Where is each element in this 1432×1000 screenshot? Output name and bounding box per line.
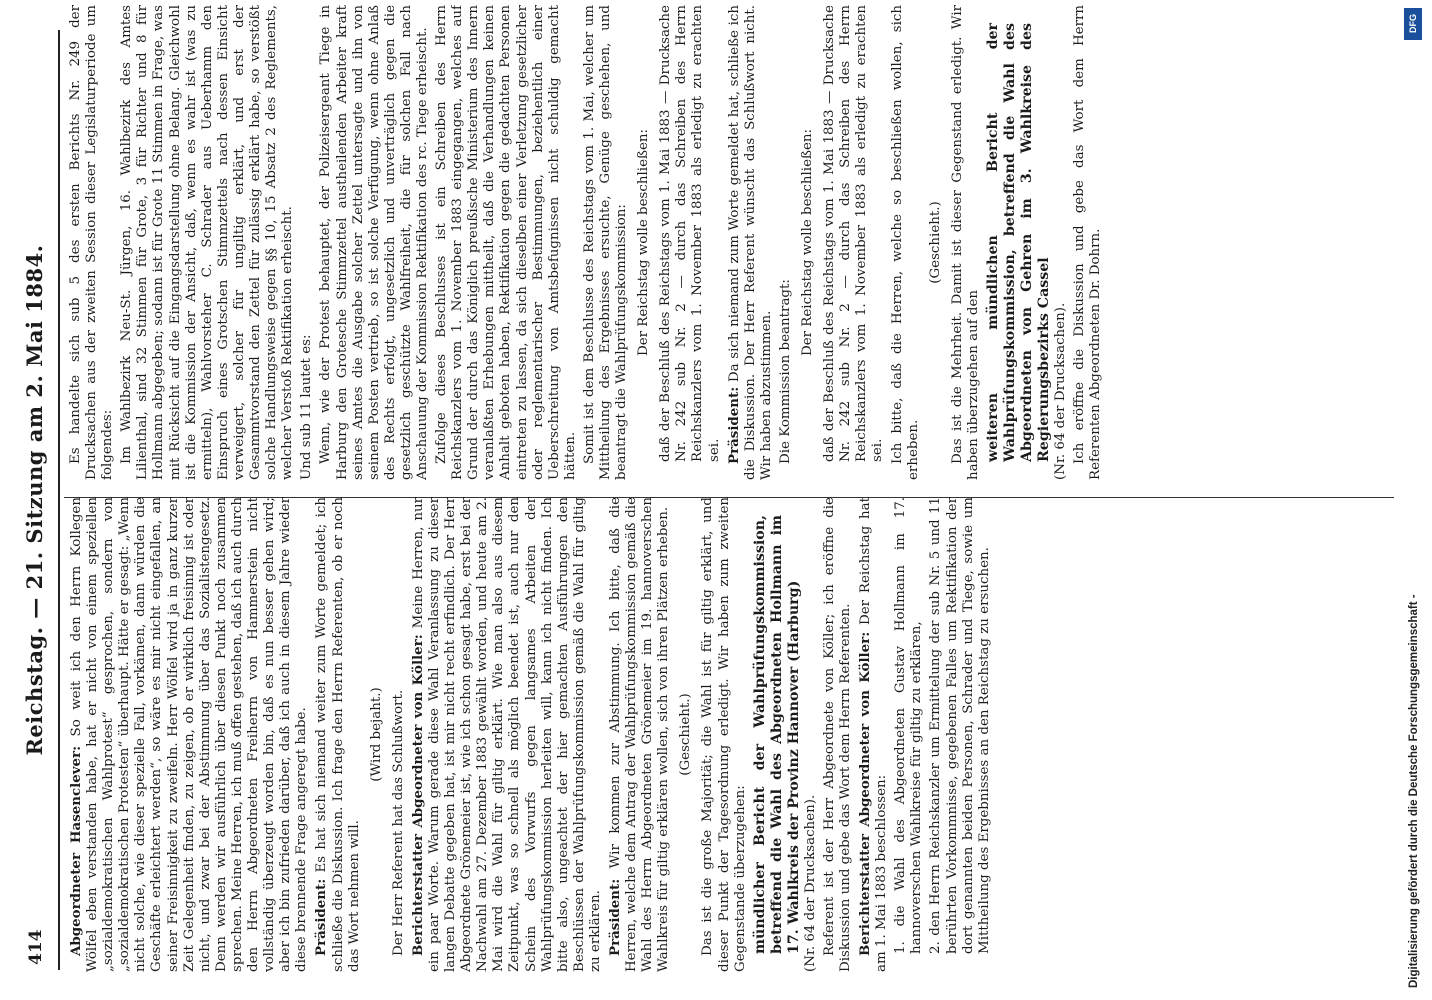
paragraph <box>410 497 604 972</box>
paragraph: Das ist die große Majorität; die Wahl ist für giltig erklärt, und dieser Punkt der Tagesordnung erledigt. Wir haben zum zweiten Gegenstande überzugehen: <box>700 497 748 972</box>
paragraph <box>68 497 310 972</box>
agenda-ref: (Nr. 64 der Drucksachen). <box>1052 302 1068 480</box>
paragraph <box>857 497 890 972</box>
agenda-title: mündlicher Bericht der Wahlprüfungskommission, betreffend die Wahl des Abgeordneten Hollmann im 17. Wahlkreis der Provinz Hannover (Harburg) <box>751 515 802 954</box>
motion-intro: Der Reichstag wolle beschließen: <box>636 128 652 357</box>
agenda-item <box>985 5 1069 480</box>
paragraph: Es handelte sich sub 5 des ersten Berichts Nr. 249 der Drucksachen aus der zweiten Session dieser Legislaturperiode um folgendes: <box>68 5 116 480</box>
paragraph <box>607 497 672 972</box>
agenda-ref: (Nr. 64 der Drucksachen). <box>802 794 818 972</box>
quoted-paragraph: Wenn, wie der Protest behauptet, der Polizeisergeant Tiege in Harburg den Grotesche Stimmzettel austheilenden Arbeiter kraft seines Amtes die Ausgabe solcher Zettel untersagte und ihn von seinem Posten vertrieb, so ist solche Verfügung, wenn ohne Anlaß des Rechts erfolgt, ungesetzlich und unverträglich gegen die gesetzlich geschützte Wahlfreiheit, die für solchen Fall nach Anschauung der Kommission Rektifikation des rc. Tiege erheischt. <box>318 5 430 480</box>
page-number: 414 <box>26 929 46 965</box>
right-column <box>68 5 1388 480</box>
speech-text: Der Reichstag hat am 1. Mai 1883 beschlossen: <box>858 497 890 972</box>
paragraph: Referent ist der Herr Abgeordnete von Köller; ich eröffne die Diskussion und gebe das Wort dem Herrn Referenten. <box>821 497 853 972</box>
speech-text: Es hat sich niemand weiter zum Worte gemeldet; ich schließe die Diskussion. Ich frage den Herrn Referenten, ob er noch das Wort nehmen will. <box>314 497 362 972</box>
stage-note: (Wird bejaht.) <box>368 687 384 782</box>
page-title: Reichstag. — 21. Sitzung am 2. Mai 1884. <box>22 244 47 756</box>
speaker-name: Berichterstatter Abgeordneter von Köller: <box>409 634 426 956</box>
paragraph <box>726 5 775 480</box>
digitization-credit <box>1402 0 1432 1000</box>
paragraph: Und sub 11 lautet es: <box>299 334 315 480</box>
speaker-name: Abgeordneter Hasenclever: <box>68 745 84 956</box>
quoted-paragraph: Im Wahlbezirk Neu-St. Jürgen, 16. Wahlbezirk des Amtes Lilienthal, sind 32 Stimmen für Grote, 3 für Richter und 8 für Hollmann abgegeben; sodann ist für Grote 11 Stimmen in Frage, was mit Rücksicht auf die Eingangsdarstellung ohne Belang. Gleichwohl ist die Kommission der Ansicht, daß, wenn es wahr ist (was zu ermitteln), Wahlvorsteher C. Schrader aus Ueberhamm den Einspruch eines Grotschen Stimmzettels nach dessen Einsicht verweigert, solcher für ungiltig erklärt, und erst der Gesammtvorstand den Zettel für zulässig erklärt habe, so verstößt solche Handlungsweise gegen §§ 10, 15 Absatz 2 des Reglements, welcher Verstoß Rektifikation erheischt. <box>119 5 296 480</box>
motion-text: daß der Beschluß des Reichstags vom 1. Mai 1883 — Drucksache Nr. 242 sub Nr. 2 — durch das Schreiben des Herrn Reichskanzlers vom 1. November 1883 als erledigt zu erachten sei. <box>658 5 722 462</box>
paragraph: Somit ist dem Beschlusse des Reichstags vom 1. Mai, welcher um Mittheilung des Ergebnisses ersuchte, Genüge geschehen, und beantragt die Wahlprüfungskommission: <box>581 5 630 480</box>
speaker-name: Präsident: <box>313 878 330 956</box>
paragraph: Ich bitte, daß die Herren, welche so beschließen wollen, sich erheben. <box>889 5 921 480</box>
speaker-name: Berichterstatter Abgeordneter von Köller: <box>857 631 874 956</box>
motion-text: daß der Beschluß des Reichstags vom 1. Mai 1883 — Drucksache Nr. 242 sub Nr. 2 — durch das Schreiben des Herrn Reichskanzlers vom 1. November 1883 als erledigt zu erachten sei. <box>822 5 886 462</box>
paragraph: Ich eröffne die Diskussion und gebe das Wort dem Herrn Referenten Abgeordneten Dr. Dohrn. <box>1072 5 1104 480</box>
left-column <box>68 497 1388 972</box>
paragraph: Das ist die Mehrheit. Damit ist dieser Gegenstand erledigt. Wir haben überzugehen auf den <box>949 5 981 480</box>
paragraph: Zufolge dieses Beschlusses ist ein Schreiben des Herrn Reichskanzlers vom 1. November 1883 eingegangen, welches auf Grund der durch das Königlich preußische Ministerium des Innern veranlaßten Erhebungen mittheilt, daß die Verhandlungen keinen Anhalt geboten haben, Rektifikation gegen die gedachten Personen eintreten zu lassen, da sich dieselben einer Verletzung gesetzlicher oder reglementarischer Bestimmungen, beziehentlich einer Ueberschreitung von Amtsbefugnissen nicht schuldig gemacht hätten. <box>434 5 578 480</box>
motion-intro: Der Reichstag wolle beschließen: <box>800 128 816 357</box>
resolution-item: 1. die Wahl des Abgeordneten Gustav Hollmann im 17. hannoverschen Wahlkreise für giltig zu erklären, <box>893 497 925 954</box>
credit-text: Digitalisierung gefördert durch die Deutsche Forschungsgemeinschaft - <box>1408 594 1420 988</box>
stage-note: (Geschieht.) <box>927 201 943 284</box>
header-rule <box>58 30 60 970</box>
speech-text: Meine Herren, nur ein paar Worte. Warum gerade diese Wahl Veranlassung zu dieser langen Debatte gegeben hat, ist mir nicht recht erfindlich. Der Herr Abgeordnete Grönemeier ist, wie ich schon gesagt habe, erst bei der Nachwahl am 27. Dezember 1883 gewählt worden, und heute am 2. Mai wird die Wahl für giltig erklärt. Wie man also aus diesem Zeitpunkt, was so schnell als möglich beendet ist, auch nur den Schein des Vorwurfs gegen langsames Arbeiten der Wahlprüfungskommission herleiten will, kann ich nicht finden. Ich bitte also, ungeachtet der hier gemachten Ausführungen den Beschlüssen der Wahlprüfungskommission gemäß die Wahl für giltig zu erklären. <box>410 497 603 972</box>
paragraph <box>313 497 362 972</box>
page-header <box>0 0 62 1000</box>
dfg-logo: DFG <box>1404 8 1422 40</box>
paragraph: Die Kommission beantragt: <box>777 279 793 464</box>
speech-text: Wir kommen zur Abstimmung. Ich bitte, daß die Herren, welche dem Antrag der Wahlprüfungskommission gemäß die Wahl des Herrn Abgeordneten Grönemeier im 19. hannoverschen Wahlkreis für giltig erklären wollen, sich von ihren Plätzen erheben. <box>608 497 672 972</box>
stage-note: (Geschieht.) <box>678 693 694 776</box>
agenda-item <box>752 497 819 972</box>
speech-text: So weit ich den Herrn Kollegen Wölfel eben verstanden habe, hat er nicht von einem speziellen „sozialdemokratischen Wahlprotest“ gesprochen, sondern von „sozialdemokratischen Protesten“ überhaupt. Hätte er gesagt: „Wenn nicht solche, wie dieser spezielle Fall, vorkämen, dann würden die Geschäfte erleichtert werden“, so wäre es mir nicht eingefallen, an seiner Freisinnigkeit zu zweifeln. Herr Wölfel wird ja in ganz kurzer Zeit Gelegenheit finden, zu zeigen, ob er wirklich freisinnig ist oder nicht, und zwar bei der Abstimmung über das Sozialistengesetz. Denn werden wir ausführlich über diesen Punkt noch zusammen sprechen. Meine Herren, ich muß offen gestehen, daß ich auch durch den Herrn Abgeordneten Freiherrn von Hammerstein nicht vollständig überzeugt worden bin, daß es nun besser gehen wird; aber ich bin zufrieden darüber, daß ich auch in diesem Jahre wieder diese brennende Frage angeregt habe. <box>69 497 310 972</box>
speaker-name: Präsident: <box>725 386 742 464</box>
speech-text: Da sich niemand zum Worte gemeldet hat, schließe ich die Diskussion. Der Herr Referent wünscht das Schlußwort nicht. Wir haben abzustimmen. <box>726 5 774 480</box>
speaker-name: Präsident: <box>607 878 623 956</box>
resolution-item: 2. den Herrn Reichskanzler um Ermittelung der sub Nr. 5 und 11 berührten Vorkommnisse, gegebenen Falles um Rektifikation der dort genannten beiden Personen, Schrader und Tiege, sowie um Mittheilung des Ergebnisses an den Reichstag zu ersuchen. <box>928 497 992 954</box>
agenda-title: weiteren mündlichen Bericht der Wahlprüfungskommission, betreffend die Wahl des Abgeordneten von Gehren im 3. Wahlkreise des Regierungsbezirks Cassel <box>984 23 1052 462</box>
paragraph: Der Herr Referent hat das Schlußwort. <box>390 689 406 956</box>
